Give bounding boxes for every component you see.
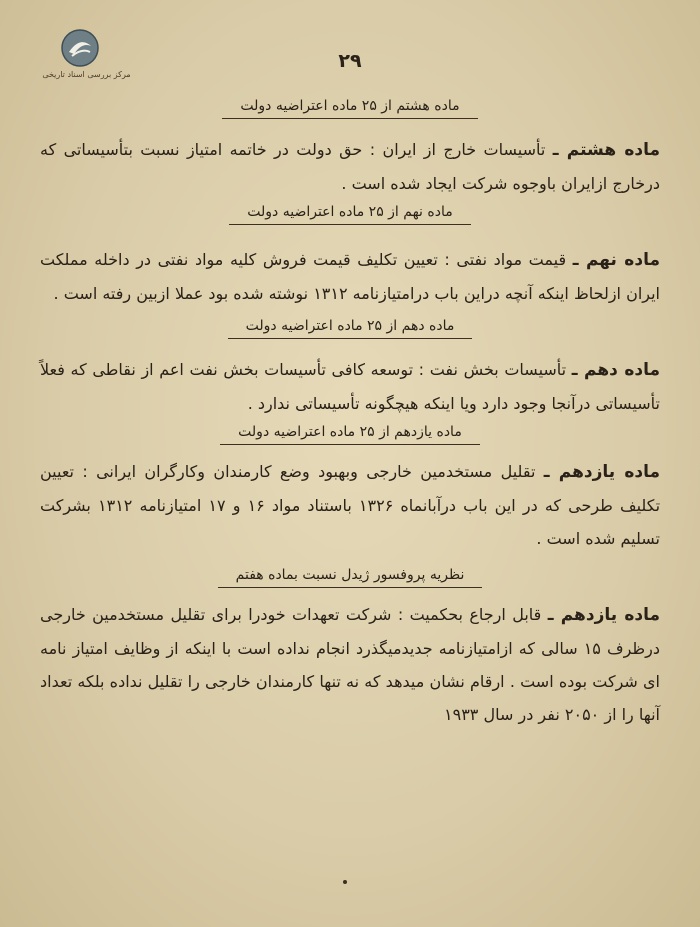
section-heading: ماده یازدهم از ۲۵ ماده اعتراضیه دولت <box>40 422 660 445</box>
article-text: قابل ارجاع بحکمیت : شرکت تعهدات خودرا برای تقلیل مستخدمین خارجی درظرف ۱۵ سالی که ازامتیازنامه جدیدمیگذرد انجام نداده است با اینکه از وظایف امتیاز نامه ای شرکت بوده است . ارقام نشان میدهد که نه تنها کارمندان خارجی را تقلیل نداده بلکه تعداد آنها را از ۲۰۵۰ نفر در سال ۱۹۳۳ <box>40 605 660 724</box>
article-paragraph <box>40 353 660 420</box>
section-heading: ماده هشتم از ۲۵ ماده اعتراضیه دولت <box>40 96 660 119</box>
article-text: تأسیسات بخش نفت : توسعه کافی تأسیسات بخش نفت اعم از نقاطی که فعلاً تأسیساتی درآنجا وجود دارد ویا اینکه هیچگونه تأسیساتی ندارد . <box>40 360 660 413</box>
article-paragraph <box>40 133 660 200</box>
article-lead: ماده نهم ـ <box>572 250 660 270</box>
article-text: تأسیسات خارج از ایران : حق دولت در خاتمه امتیاز نسبت بتأسیساتی که درخارج ازایران باوجوه شرکت ایجاد شده است . <box>40 140 660 193</box>
article-lead: ماده یازدهم ـ <box>543 462 661 482</box>
article-text: تقلیل مستخدمین خارجی وبهبود وضع کارمندان وکارگران ایرانی : تعیین تکلیف طرحی که در این باب درآبانماه ۱۳۲۶ باستناد مواد ۱۶ و ۱۷ امتیازنامه ۱۳۱۲ بشرکت تسلیم شده است . <box>40 462 661 548</box>
article-lead: ماده دهم ـ <box>571 360 660 380</box>
section-heading: نظریه پروفسور ژیدل نسبت بماده هفتم <box>40 565 660 588</box>
article-lead: ماده هشتم ـ <box>552 140 660 160</box>
article-text: قیمت مواد نفتی : تعیین تکلیف قیمت فروش کلیه مواد نفتی در داخله مملکت ایران ازلحاظ اینکه آنچه دراین باب درامتیازنامه ۱۳۱۲ نوشته شده بود عملا ازبین رفته است . <box>40 250 660 303</box>
archive-logo-text: مرکز بررسی اسناد تاریخی <box>42 70 131 79</box>
article-paragraph <box>40 598 660 731</box>
document-body <box>40 92 660 731</box>
article-lead: ماده یازدهم ـ <box>547 605 660 625</box>
page-dot-mark <box>343 880 347 884</box>
article-paragraph <box>40 243 660 310</box>
page-number: ۲۹ <box>338 50 362 72</box>
section-heading: ماده دهم از ۲۵ ماده اعتراضیه دولت <box>40 316 660 339</box>
section-heading: ماده نهم از ۲۵ ماده اعتراضیه دولت <box>40 202 660 225</box>
article-paragraph <box>40 455 660 555</box>
